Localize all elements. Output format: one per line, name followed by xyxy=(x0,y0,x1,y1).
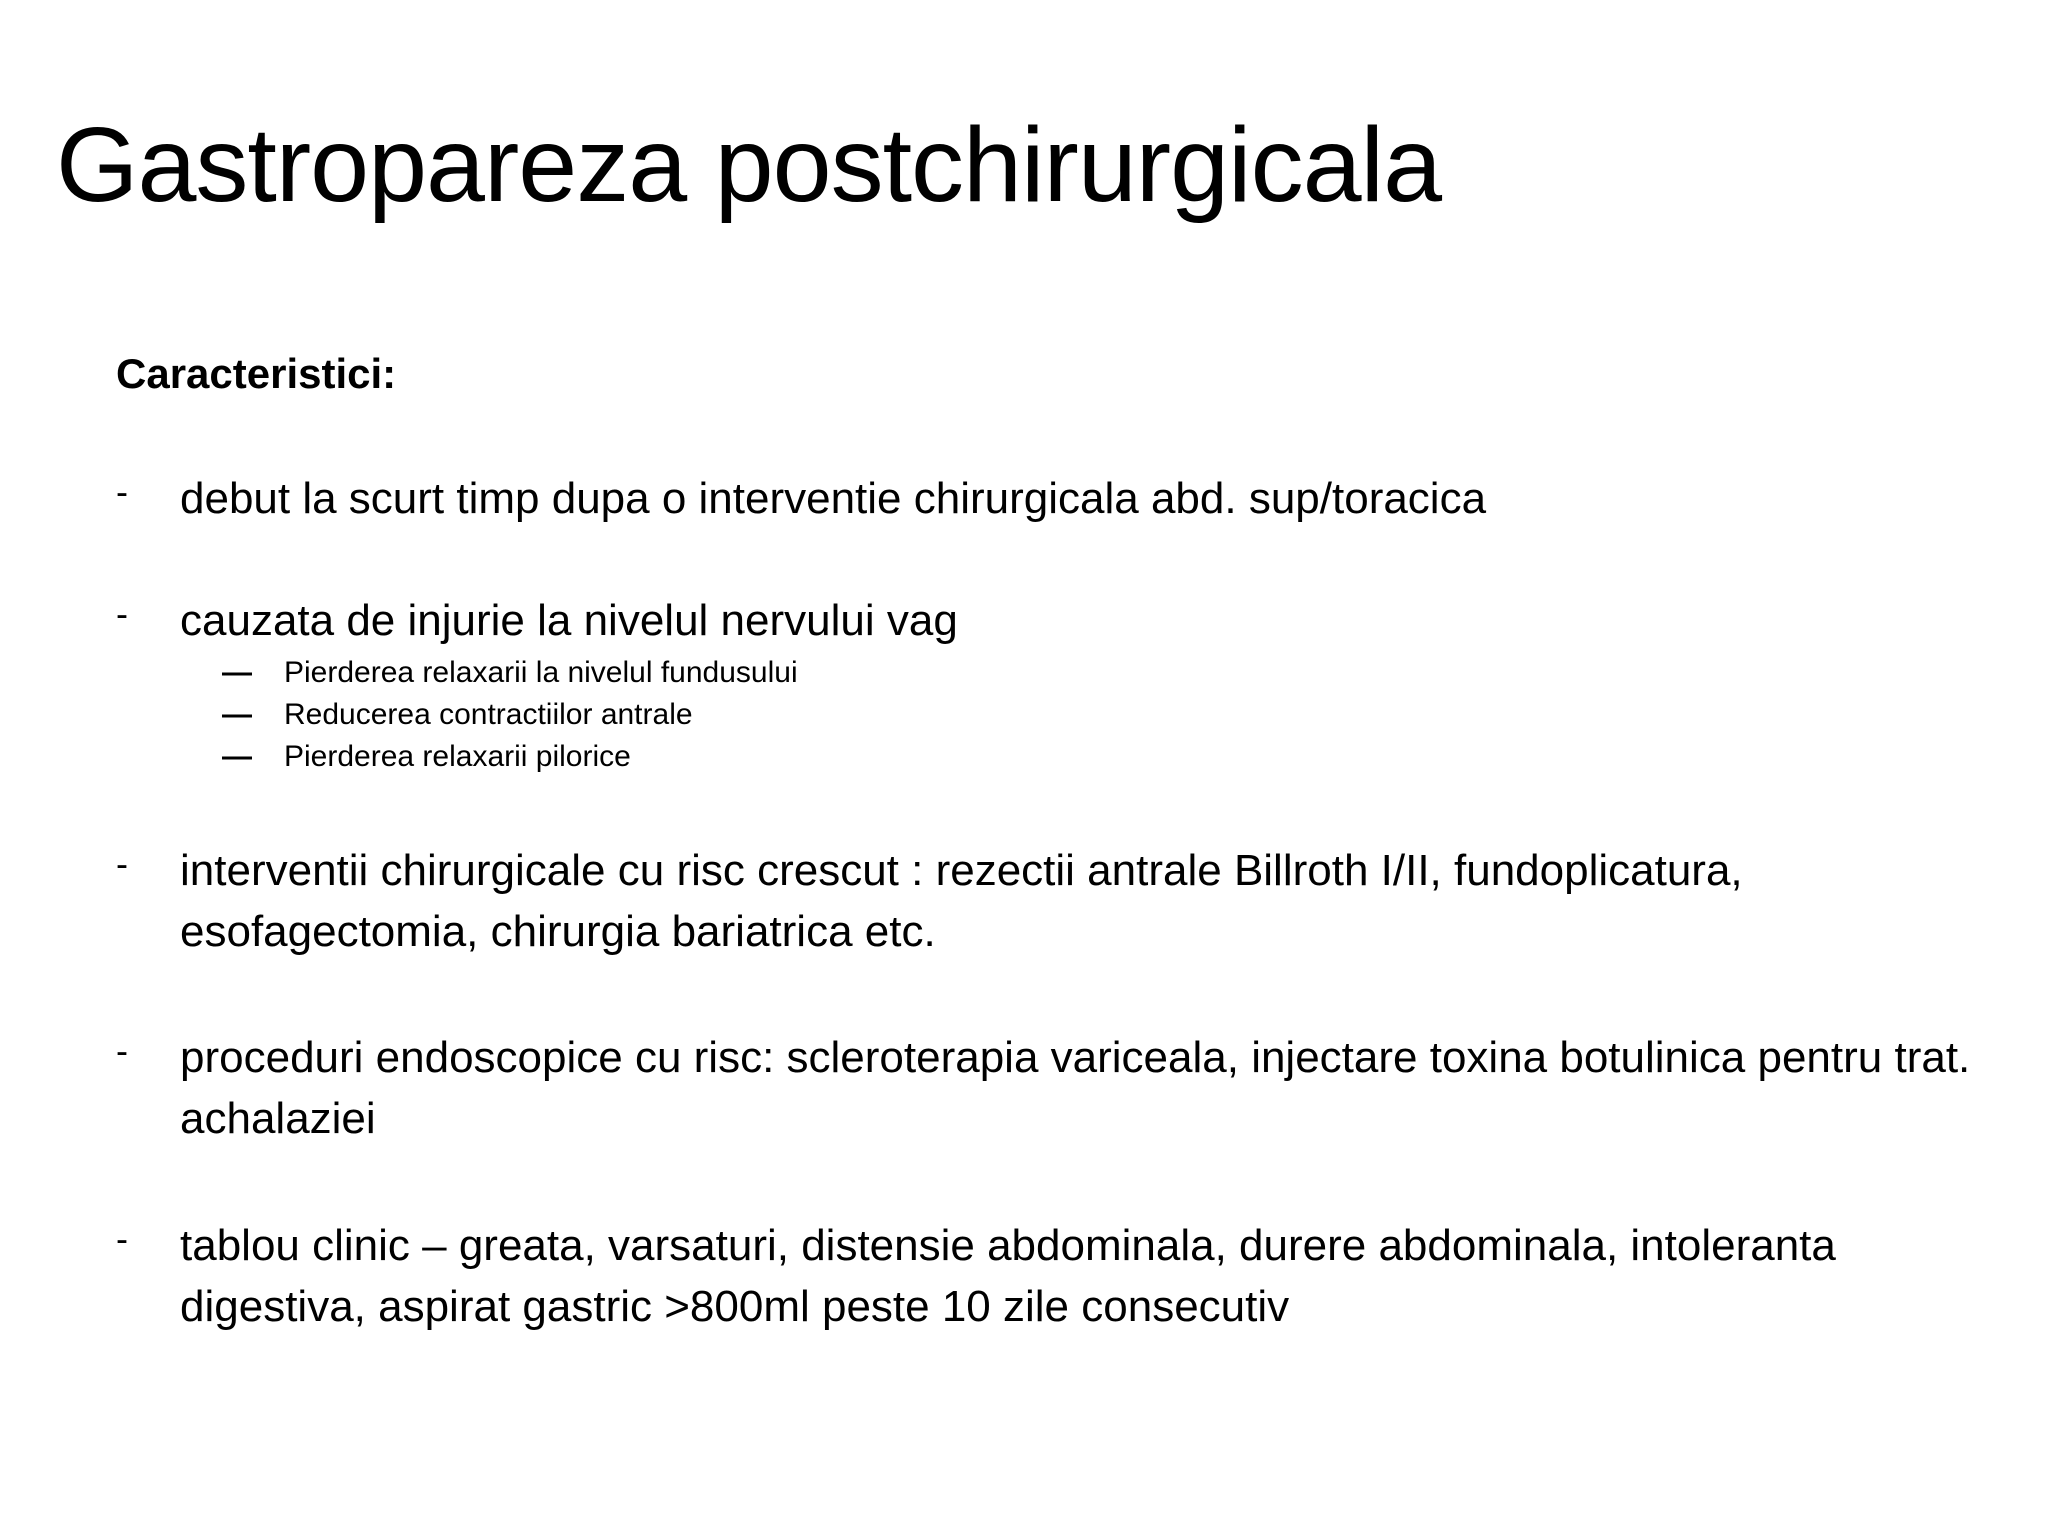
sub-bullet-text: Reducerea contractiilor antrale xyxy=(284,698,693,731)
bullet-text: cauzata de injurie la nivelul nervului vag xyxy=(180,596,958,645)
section-heading: Caracteristici: xyxy=(116,350,397,397)
bullet-marker: - xyxy=(116,593,128,634)
sub-bullet-marker: — xyxy=(222,698,252,731)
bullet-marker: - xyxy=(116,843,128,884)
bullet-marker: - xyxy=(116,1030,128,1071)
bullet-marker: - xyxy=(116,471,128,512)
sub-bullet-marker: — xyxy=(222,656,252,689)
bullet-text: debut la scurt timp dupa o interventie chirurgicala abd. sup/toracica xyxy=(180,474,1487,523)
bullet-text: proceduri endoscopice cu risc: scleroterapia variceala, injectare toxina botulinica pentru trat. achalaziei xyxy=(180,1033,1971,1143)
bullet-marker: - xyxy=(116,1218,128,1259)
bullet-text: interventii chirurgicale cu risc crescut : rezectii antrale Billroth I/II, fundoplicatura, esofagectomia, chirurgia bariatrica etc. xyxy=(180,846,1743,956)
sub-bullet-marker: — xyxy=(222,740,252,773)
sub-bullet-text: Pierderea relaxarii pilorice xyxy=(284,740,631,773)
slide-title: Gastropareza postchirurgicala xyxy=(56,106,1442,224)
sub-bullet-text: Pierderea relaxarii la nivelul fundusului xyxy=(284,656,798,689)
bullet-text: tablou clinic – greata, varsaturi, distensie abdominala, durere abdominala, intoleranta digestiva, aspirat gastric >800ml peste 10 zile consecutiv xyxy=(180,1221,1836,1331)
